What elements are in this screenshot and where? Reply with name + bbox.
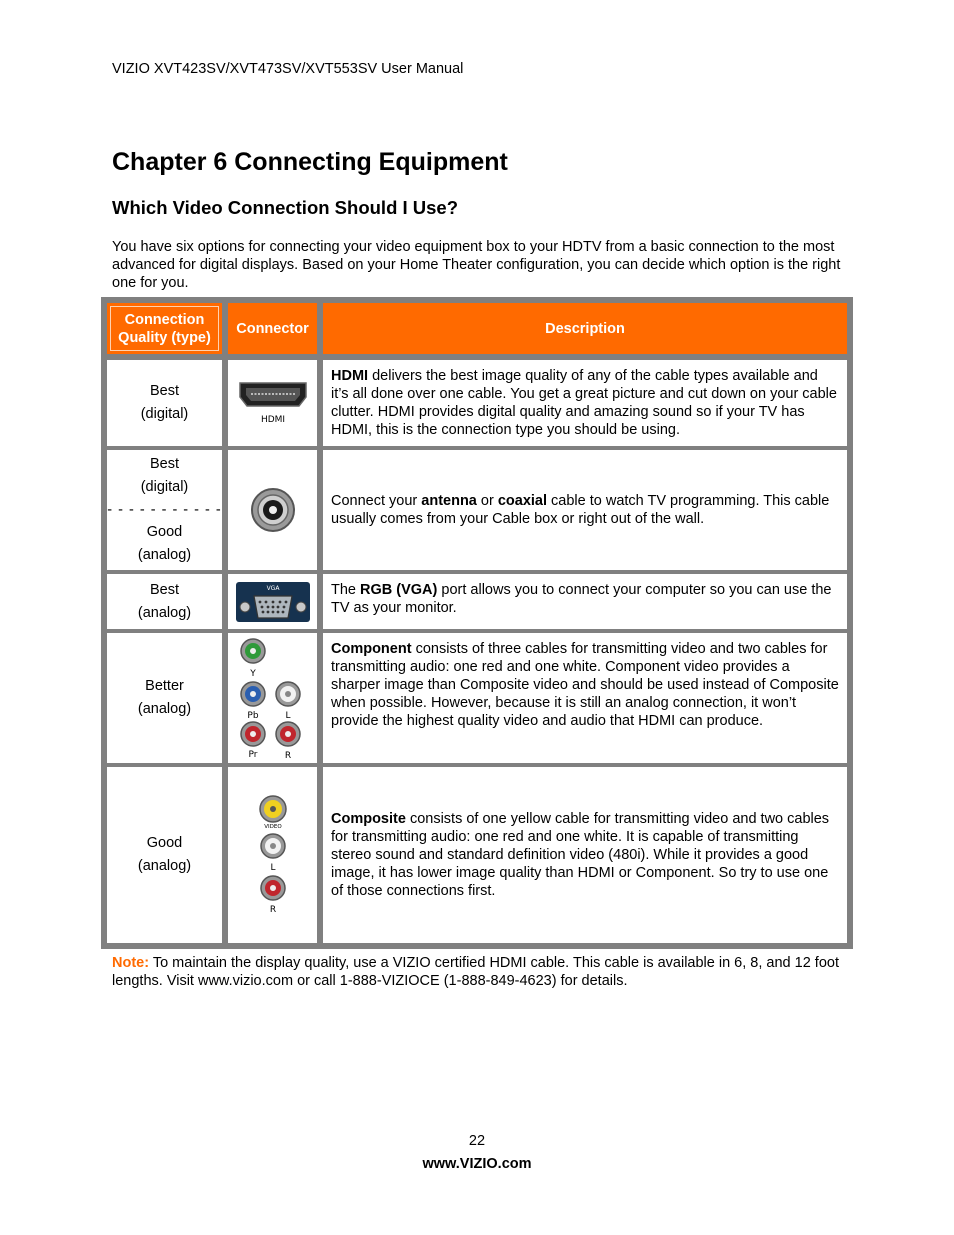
quality-type: (analog)	[137, 701, 192, 717]
page-number: 22	[468, 1133, 486, 1149]
row-coax-connector	[228, 450, 317, 570]
hdmi-label: HDMI	[260, 415, 285, 425]
desc-bold-coaxial: coaxial	[497, 493, 547, 509]
desc-bold: HDMI	[331, 368, 369, 384]
row-composite-quality	[107, 767, 222, 943]
row-vga-quality	[107, 574, 222, 629]
label-l: L	[284, 711, 291, 721]
label-pr: Pr	[248, 750, 257, 760]
quality-rating: Best	[149, 383, 179, 399]
row-hdmi-description	[323, 360, 847, 446]
quality-type: (digital)	[140, 406, 189, 422]
vga-label: VGA	[266, 584, 279, 592]
jack-l	[276, 682, 300, 706]
quality-rating: Best	[149, 456, 179, 472]
desc-bold: Component	[331, 641, 412, 657]
connection-table	[101, 297, 853, 949]
quality-type: (analog)	[137, 604, 192, 621]
row-hdmi-connector	[228, 360, 317, 446]
row-vga-connector	[228, 574, 317, 629]
jack-r	[276, 722, 300, 746]
header-cell-description	[323, 303, 847, 354]
desc-text: port allows you to connect your computer so you can use the TV as your monitor.	[331, 582, 832, 616]
desc-text: consists of three cables for transmitting video and two cables for transmitting audio: one red and one white. Component video provides a sharper image than Composite video and should be used instead of Composite when possible. However, because it is still an analog connection, it won’t provide the highest quality video and audio that HDMI can produce.	[331, 641, 839, 729]
desc-bold-antenna: antenna	[421, 493, 477, 509]
quality-type-2: (analog)	[137, 547, 192, 563]
row-vga-description	[323, 574, 847, 629]
quality-rating: Better	[145, 678, 184, 694]
row-hdmi-quality	[107, 360, 222, 446]
label-video: VIDEO	[263, 824, 282, 830]
label-r: R	[284, 751, 291, 760]
note-label: Note:	[112, 955, 150, 971]
quality-rating: Best	[149, 581, 179, 598]
desc-text: or	[476, 493, 498, 509]
row-coax-quality	[107, 450, 222, 570]
component-ports-icon	[238, 636, 308, 760]
row-component-connector	[228, 633, 317, 763]
desc-text: Connect your	[331, 493, 422, 509]
jack-y	[241, 639, 265, 663]
desc-text: The	[331, 582, 361, 598]
quality-type: (digital)	[140, 479, 189, 495]
label-r: R	[269, 905, 276, 915]
quality-type: (analog)	[137, 858, 192, 874]
note-text: To maintain the display quality, use a VIZIO certified HDMI cable. This cable is available in 6, 8, and 12 foot lengths. Visit www.vizio.com or call 1-888-VIZIOCE (1-888-849-4623) for details.	[112, 955, 839, 989]
jack-r	[261, 876, 285, 900]
desc-bold-rgb: RGB (VGA)	[360, 582, 438, 598]
row-component-quality	[107, 633, 222, 763]
section-title: Which Video Connection Should I Use?	[112, 197, 459, 218]
coaxial-port-icon	[248, 485, 298, 535]
hdmi-port-icon	[238, 380, 308, 426]
header-description-label: Description	[545, 320, 625, 337]
desc-text: cable to watch TV programming. This cable usually comes from your Cable box or right out of the wall.	[331, 493, 830, 527]
note-paragraph	[112, 954, 847, 990]
header-connector-label: Connector	[236, 320, 309, 337]
jack-video	[260, 796, 286, 822]
header-quality-label: Connection Quality (type)	[110, 306, 219, 351]
row-component-description	[323, 633, 847, 763]
label-pb: Pb	[246, 711, 259, 721]
quality-separator: - - - - - - - - - - -	[107, 502, 222, 518]
jack-pr	[241, 722, 265, 746]
intro-paragraph: You have six options for connecting your video equipment box to your HDTV from a basic connection to the most advanced for digital displays. Based on your Home Theater configuration, you can decide which option is the right one for you.	[112, 239, 841, 291]
desc-text: delivers the best image quality of any of the cable types available and it’s all done over one cable. You get a great picture and cut down on your cable clutter. HDMI provides digital quality and amazing sound so if your TV has HDMI, this is the connection type you should be using.	[331, 368, 837, 438]
desc-bold: Composite	[331, 811, 406, 827]
footer-website: www.VIZIO.com	[422, 1156, 532, 1172]
jack-pb	[241, 682, 265, 706]
chapter-title: Chapter 6 Connecting Equipment	[112, 148, 508, 176]
desc-text: consists of one yellow cable for transmitting video and two cables for transmitting audio: one red and one white. It is capable of transmitting stereo sound and standard definition video (480i). While it provides a good image, it has lower image quality than HDMI or Component. So try to use one of those connections first.	[331, 811, 830, 899]
quality-rating: Good	[146, 835, 183, 851]
vga-port-icon	[235, 581, 311, 623]
label-l: L	[269, 863, 276, 873]
label-y: Y	[249, 669, 256, 679]
row-composite-connector	[228, 767, 317, 943]
jack-l	[261, 834, 285, 858]
composite-ports-icon	[253, 794, 293, 916]
header-cell-connector	[228, 303, 317, 354]
row-composite-description	[323, 767, 847, 943]
header-cell-quality	[107, 303, 222, 354]
running-header: VIZIO XVT423SV/XVT473SV/XVT553SV User Manual	[112, 61, 464, 77]
row-coax-description	[323, 450, 847, 570]
quality-rating-2: Good	[146, 524, 183, 540]
